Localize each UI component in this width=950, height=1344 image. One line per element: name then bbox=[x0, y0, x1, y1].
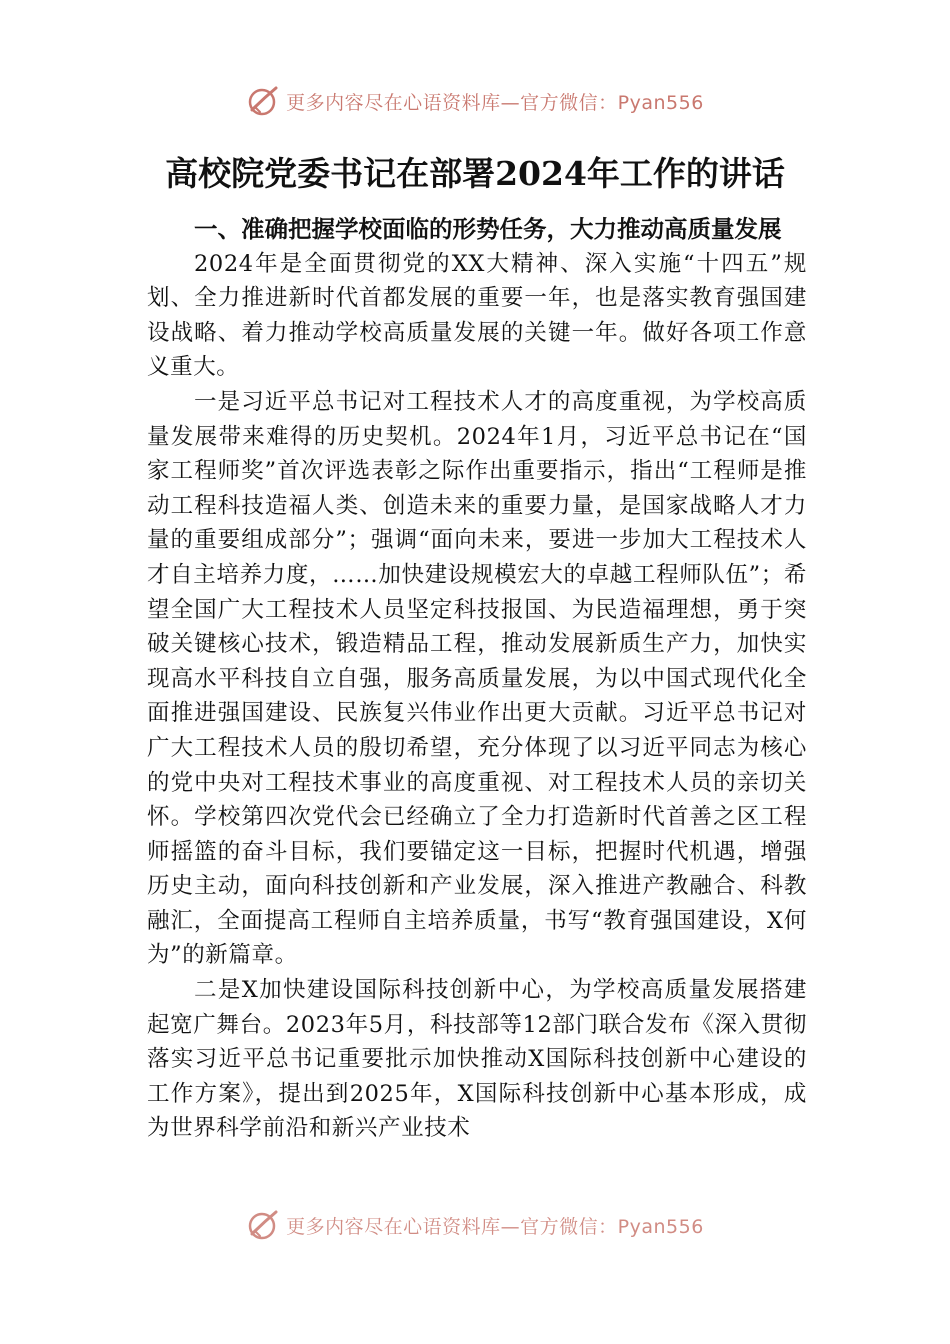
section-heading: 一、准确把握学校面临的形势任务，大力推动高质量发展 bbox=[194, 215, 782, 243]
paragraph-3: 二是X加快建设国际科技创新中心，为学校高质量发展搭建起宽广舞台。2023年5月，科技部等12部门联合发布《深入贯彻落实习近平总书记重要批示加快推动X国际科技创新中心建设的工作方案》，提出到2025年，X国际科技创新中心基本形成，成为世界科学前沿和新兴产业技术 bbox=[147, 977, 807, 1142]
pen-logo-icon bbox=[246, 1208, 280, 1242]
watermark-bottom bbox=[0, 1208, 950, 1242]
watermark-text: 更多内容尽在心语资料库—官方微信：Pyan556 bbox=[286, 91, 704, 114]
document-title: 高校院党委书记在部署2024年工作的讲话 bbox=[165, 154, 785, 193]
document-body bbox=[147, 212, 807, 1146]
paragraph-2: 一是习近平总书记对工程技术人才的高度重视，为学校高质量发展带来难得的历史契机。2024年1月，习近平总书记在“国家工程师奖”首次评选表彰之际作出重要指示，指出“工程师是推动工程科技造福人类、创造未来的重要力量，是国家战略人才力量的重要组成部分”；强调“面向未来，要进一步加大工程技术人才自主培养力度，……加快建设规模宏大的卓越工程师队伍”；希望全国广大工程技术人员坚定科技报国、为民造福理想，勇于突破关键核心技术，锻造精品工程，推动发展新质生产力，加快实现高水平科技自立自强，服务高质量发展，为以中国式现代化全面推进强国建设、民族复兴伟业作出更大贡献。习近平总书记对广大工程技术人员的殷切希望，充分体现了以习近平同志为核心的党中央对工程技术事业的高度重视、对工程技术人员的亲切关怀。学校第四次党代会已经确立了全力打造新时代首善之区工程师摇篮的奋斗目标，我们要锚定这一目标，把握时代机遇，增强历史主动，面向科技创新和产业发展，深入推进产教融合、科教融汇，全面提高工程师自主培养质量，书写“教育强国建设，X何为”的新篇章。 bbox=[147, 388, 807, 969]
watermark-text: 更多内容尽在心语资料库—官方微信：Pyan556 bbox=[286, 1215, 704, 1238]
paragraph-1: 2024年是全面贯彻党的XX大精神、深入实施“十四五”规划、全力推进新时代首都发展的重要一年，也是落实教育强国建设战略、着力推动学校高质量发展的关键一年。做好各项工作意义重大。 bbox=[147, 250, 807, 381]
pen-logo-icon bbox=[246, 84, 280, 118]
watermark-top bbox=[0, 84, 950, 118]
